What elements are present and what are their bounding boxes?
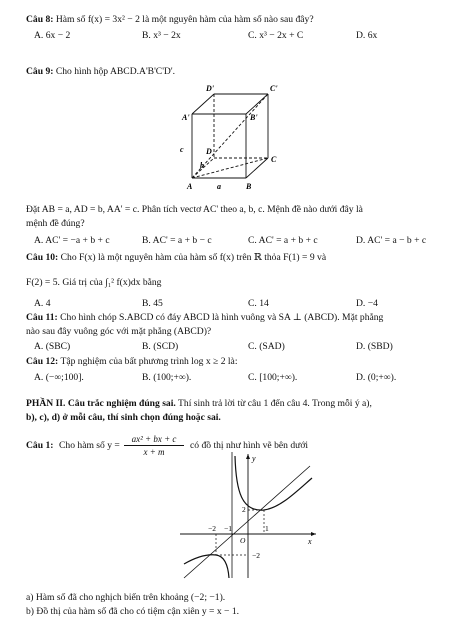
q9-options: [34, 235, 446, 247]
q12-options: [34, 372, 446, 384]
q10-stem: [26, 252, 446, 264]
q12-stem: [26, 356, 446, 368]
label-a1: A': [182, 113, 190, 122]
label-vec-b: b: [200, 161, 204, 170]
part2-instructions: Thí sinh trả lời từ câu 1 đến câu 4. Trong mỗi ý a),: [178, 398, 372, 409]
label-c1: C': [270, 84, 278, 93]
q10-option-c[interactable]: C. 14: [248, 298, 269, 309]
q9-option-d[interactable]: D. AC' = a − b + c: [356, 235, 427, 246]
q9-option-b[interactable]: B. AC' = a + b − c: [142, 235, 212, 246]
y-axis-arrow: [246, 454, 250, 459]
tick-x-1: 1: [265, 524, 269, 533]
p2q1-numerator: ax² + bx + c: [124, 434, 184, 446]
tick-y-minus2: −2: [252, 551, 260, 560]
q10-option-d[interactable]: D. −4: [356, 298, 378, 309]
p2q1-statement-a[interactable]: [26, 592, 446, 604]
q8-option-d[interactable]: D. 6x: [356, 30, 378, 41]
tick-y-2: 2: [242, 505, 246, 514]
p2q1-statement-b-text: b) Đồ thị của hàm số đã cho có tiệm cận xiên y = x − 1.: [26, 606, 240, 617]
oblique-asymptote: [184, 466, 310, 578]
q11-option-b[interactable]: B. (SCD): [142, 341, 179, 352]
part2-instructions-cont: b), c), d) ở mỗi câu, thí sinh chọn đúng hoặc sai.: [26, 412, 221, 423]
label-d1: D': [206, 84, 214, 93]
p2q1-text-pre: Cho hàm số y =: [59, 440, 120, 451]
q8-option-c[interactable]: C. x³ − 2x + C: [248, 30, 304, 41]
q8-option-b[interactable]: B. x³ − 2x: [142, 30, 181, 41]
q9-text: Cho hình hộp ABCD.A'B'C'D'.: [55, 66, 175, 77]
curve-right-branch: [235, 456, 312, 510]
q11-stem-cont: nào sau đây vuông góc với mặt phẳng (ABCD)?: [26, 326, 212, 337]
label-vec-c: c: [180, 145, 184, 154]
label-b1: B': [250, 113, 258, 122]
q9-label: Câu 9:: [26, 66, 54, 77]
q12-option-d[interactable]: D. (0;+∞).: [356, 372, 397, 383]
q11-options: [34, 341, 446, 353]
q8-options: [34, 30, 446, 42]
q10-options: [34, 298, 446, 310]
p2q1-statement-b[interactable]: [26, 606, 446, 618]
q9-statement: Đặt AB = a, AD = b, AA' = c. Phân tích vectơ AC' theo a, b, c. Mệnh đề nào dưới đây là: [26, 204, 363, 215]
q9-option-a[interactable]: A. AC' = −a + b + c: [34, 235, 110, 246]
label-vec-a: a: [217, 182, 221, 191]
box-figure: [170, 82, 290, 194]
p2q1-text-post: có đồ thị như hình vẽ bên dưới: [190, 440, 309, 451]
q11-option-d[interactable]: D. (SBD): [356, 341, 393, 352]
tick-x-minus2: −2: [208, 524, 216, 533]
x-axis-arrow: [311, 532, 316, 536]
q12-text: Tập nghiệm của bất phương trình log x ≥ 2 là:: [60, 356, 238, 367]
label-a: A: [187, 182, 193, 191]
q11-option-c[interactable]: C. (SAD): [248, 341, 285, 352]
p2q1-statement-a-text: a) Hàm số đã cho nghịch biến trên khoảng (−2; −1).: [26, 592, 226, 603]
q11-stem: [26, 312, 446, 324]
edge-a1d1: [192, 94, 214, 114]
q11-text: Cho hình chóp S.ABCD có đáy ABCD là hình vuông và SA ⊥ (ABCD). Mặt phẳng: [60, 312, 384, 323]
q11-option-a[interactable]: A. (SBC): [34, 341, 71, 352]
q8-text: Hàm số f(x) = 3x² − 2 là một nguyên hàm của hàm số nào sau đây?: [55, 14, 314, 25]
q9-stem: [26, 66, 446, 78]
label-d: D: [206, 147, 212, 156]
q10-stem-cont: F(2) = 5. Giá trị của ∫₁² f(x)dx bằng: [26, 277, 162, 288]
q8-stem: [26, 14, 446, 26]
q10-option-a[interactable]: A. 4: [34, 298, 51, 309]
q12-option-b[interactable]: B. (100;+∞).: [142, 372, 192, 383]
label-b: B: [246, 182, 252, 191]
part2-heading: [26, 398, 446, 410]
p2q1-label: Câu 1:: [26, 440, 54, 451]
tick-x-minus1: −1: [224, 524, 232, 533]
q12-option-a[interactable]: A. (−∞;100].: [34, 372, 84, 383]
q10-label: Câu 10:: [26, 252, 59, 263]
function-graph: [180, 452, 320, 580]
edge-b1c1: [246, 94, 268, 114]
x-axis-label: x: [308, 537, 312, 546]
origin-label: O: [240, 536, 246, 545]
label-c: C: [271, 155, 277, 164]
part2-title: PHẦN II. Câu trắc nghiệm đúng sai.: [26, 398, 176, 409]
q12-label: Câu 12:: [26, 356, 59, 367]
q10-text: Cho F(x) là một nguyên hàm của hàm số f(x) trên ℝ thỏa F(1) = 9 và: [60, 252, 327, 263]
q11-label: Câu 11:: [26, 312, 58, 323]
q12-option-c[interactable]: C. [100;+∞).: [248, 372, 298, 383]
q8-option-a[interactable]: A. 6x − 2: [34, 30, 71, 41]
y-axis-label: y: [252, 454, 256, 463]
q9-statement-cont: mệnh đề đúng?: [26, 218, 85, 229]
q8-label: Câu 8:: [26, 14, 54, 25]
p2q1-denominator: x + m: [143, 447, 165, 457]
q10-option-b[interactable]: B. 45: [142, 298, 163, 309]
q9-option-c[interactable]: C. AC' = a + b + c: [248, 235, 318, 246]
